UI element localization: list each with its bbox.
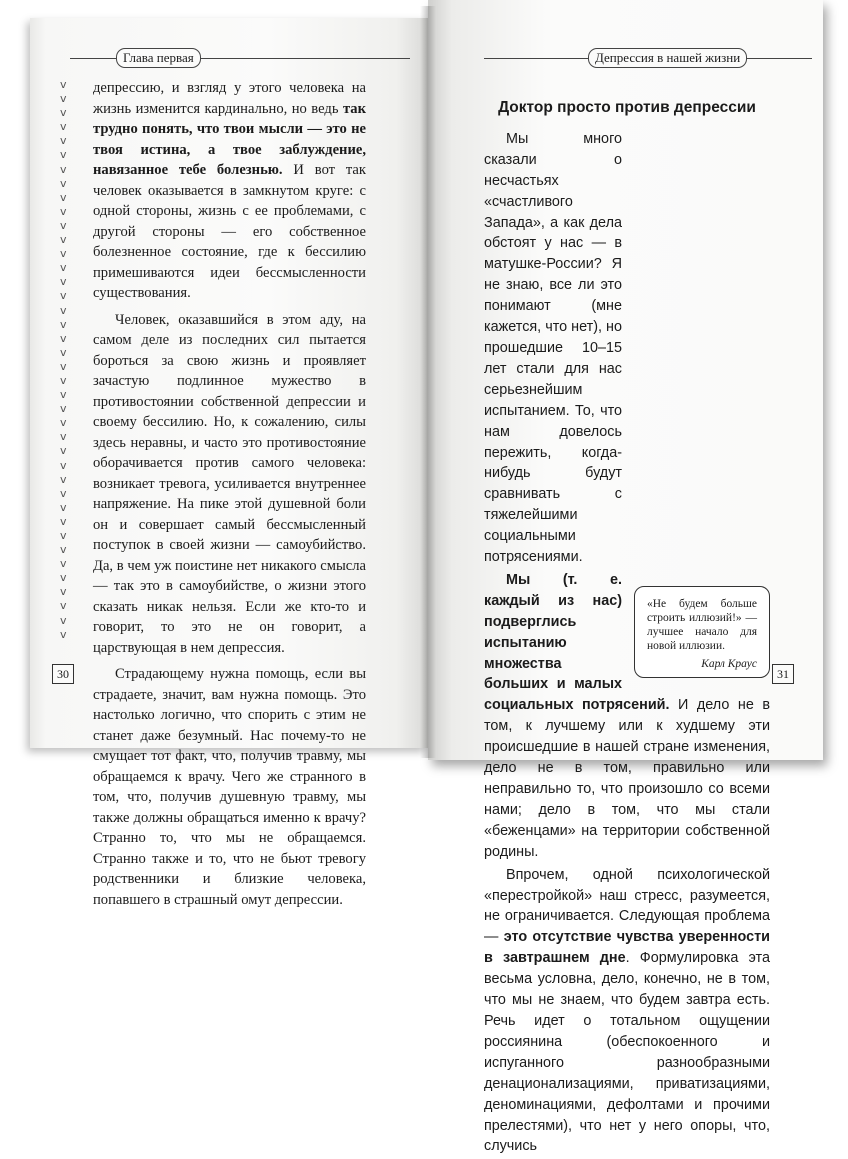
right-running-head [484,48,812,68]
left-running-head [40,48,410,68]
section-heading: Доктор просто против депрессии [498,99,756,116]
quote-text: «Не будем больше строить иллюзий!» — лучшее начало для новой иллюзии. [647,598,757,652]
paragraph: Страдающему нужна помощь, если вы страдаете, значит, вам нужна помощь. Это настолько логично, что спорить с этим не станет даже безумный. Нас почему-то не смущает тот факт, что, получив травму, мы обращаемся к врачу. Чего же странного в том, что, получив душевную травму, мы также должны обращаться именно к врачу? Странно то, что мы не обращаемся. Странно также и то, что не бьют тревогу родственники и близкие человека, попавшего в страшный омут депрессии. [93,666,366,908]
page-number-right: 31 [772,664,794,684]
bold-text: это отсутствие чувства уверенности в завтрашнем дне [484,929,771,967]
text-run: депрессию, и взгляд у этого человека на жизнь изменится кардинально, но ведь [93,80,366,117]
book-gutter [420,6,436,758]
text-run: И вот так человек оказывается в замкнутом круге: с одной стороны, жизнь с ее проблемами, с другой стороны — его собственное болезненное состояние, где к бессилию примешиваются идеи бессмысленности существования. [93,162,366,301]
paragraph: Мы много сказали о несчастьях «счастливого Запада», а как дела обстоят у нас — в матушке-России? Я не знаю, все ли это понимают (мне кажется, что нет), но прошедшие 10–15 лет стали для нас серьезнейшим испытанием. То, что нам довелось пережить, когда-нибудь будут сравнивать с тяжелейшими социальными потрясениями. [484,130,622,566]
paragraph [484,865,770,1158]
chevron-border-ornament: v v v v v v v v v v v v v v v v v v v v v v v v v v v v v v v v v v v v v v v v [60,78,67,641]
left-text-column [93,78,366,910]
section-title: Депрессия в нашей жизни [588,48,747,68]
paragraph: Человек, оказавшийся в этом аду, на самом деле из последних сил пытается бороться за свою жизнь и проявляет зачастую подлинное мужество в противостоянии собственной депрессии и своему бессилию. Но, к сожалению, силы здесь неравны, и часто это противостояние оборачивается против самого человека: возникает тревога, усиливается внутреннее напряжение. На пике этой душевной боли он и совершает самый бессмысленный поступок в своей жизни — самоубийство. Да, в чем уж поистине нет никакого смысла — так это в самоубийстве, о жизни этого сказать никак нельзя. Если же кто-то и говорит, то это не он говорит, а царствующая в нем депрессия. [93,311,366,656]
quote-box [634,586,770,678]
text-run: Впрочем, одной психологической «перестройкой» наш стресс, разумеется, не ограничивается. Следующая проблема — [484,866,770,946]
paragraph [93,78,366,304]
text-run: . Формулировка эта весьма условна, дело, конечно, не в том, что мы не знаем, что будем завтра есть. Речь идет о тотальном ощущении россиянина (обеспокоенного и испуганного разнообразными денационализациями, приватизациями, деноминациями, дефолтами и прочими прелестями), что нет у него опоры, что, случись [484,950,770,1155]
quote-author: Карл Краус [701,658,757,670]
page-number-left: 30 [52,664,74,684]
bold-text: так трудно понять, что твои мысли — это не твоя истина, а твое заблуждение, навязанное тебе болезнью. [93,100,366,178]
text-run: И дело не в том, к лучшему или к худшему эти происшедшие в нашей стране изменения, дело не в том, правильно или неправильно то, что произошло со всеми нами; дело в том, что мы стали «беженцами» на территории собственной родины. [484,697,770,860]
bold-text: Мы (т. е. каждый из нас) подверглись испытанию множества больших и малых социальных потрясений. [484,571,670,714]
chapter-title: Глава первая [116,48,201,68]
